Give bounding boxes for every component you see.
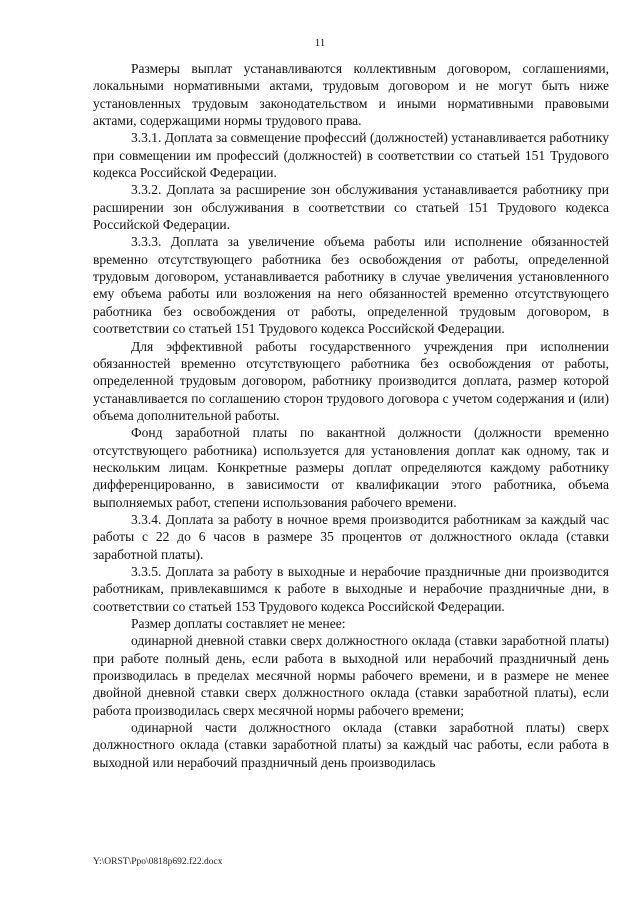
paragraph-surcharge-size: Размер доплаты составляет не менее:	[131, 616, 346, 631]
paragraph-3-3-2: 3.3.2. Доплата за расширение зон обслуживания устанавливается работнику при расширении зон обслуживания в соответствии со статьей 151 Трудового кодекса Российской Федерации.	[93, 182, 609, 233]
file-path-footer: Y:\ORST\Ppo\0818p692.f22.docx	[93, 857, 223, 867]
paragraph-3-3-3: 3.3.3. Доплата за увеличение объема работы или исполнение обязанностей временно отсутствующего работника без освобождения от работы, определенной трудовым договором, устанавливается работнику в случае увеличения установленного ему объема работы или возложения на него обязанностей временно отсутствующего работника без освобождения от работы, определенной трудовым договором, в соответствии со статьей 151 Трудового кодекса Российской Федерации.	[93, 234, 609, 337]
paragraph-3-3-5: 3.3.5. Доплата за работу в выходные и нерабочие праздничные дни производится работникам, привлекавшимся к работе в выходные и нерабочие праздничные дни, в соответствии со статьей 153 Трудового кодекса Российской Федерации.	[93, 563, 609, 614]
paragraph-3-3-4: 3.3.4. Доплата за работу в ночное время производится работникам за каждый час работы с 22 до 6 часов в размере 35 процентов от должностного оклада (ставки заработной платы).	[93, 511, 609, 562]
paragraph-effective-work: Для эффективной работы государственного учреждения при исполнении обязанностей временно отсутствующего работника без освобождения от работы, определенной трудовым договором, работнику производится доплата, размер которой устанавливается по соглашению сторон трудового договора с учетом содержания и (или) объема дополнительной работы.	[93, 338, 609, 423]
paragraph-3-3-1: 3.3.1. Доплата за совмещение профессий (должностей) устанавливается работнику при совмещении им профессий (должностей) в соответствии со статьей 151 Трудового кодекса Российской Федерации.	[93, 130, 609, 181]
document-body	[93, 60, 609, 771]
paragraph-wage-fund: Фонд заработной платы по вакантной должности (должности временно отсутствующего работника) используется для установления доплат как одному, так и нескольким лицам. Конкретные размеры доплат определяются каждому работнику дифференцированно, в зависимости от квалификации этого работника, объема выполняемых работ, степени использования рабочего времени.	[93, 425, 609, 510]
paragraph-single-daily-rate: одинарной дневной ставки сверх должностного оклада (ставки заработной платы) при работе полный день, если работа в выходной или нерабочий праздничный день производилась в пределах месячной нормы рабочего времени, и в размере не менее двойной дневной ставки сверх должностного оклада (ставки заработной платы), если работа производилась сверх месячной нормы рабочего времени;	[93, 633, 609, 718]
paragraph-payment-sizes: Размеры выплат устанавливаются коллективным договором, соглашениями, локальными нормативными актами, трудовым договором и не могут быть ниже установленных трудовым законодательством и иными нормативными правовыми актами, содержащими нормы трудового права.	[93, 61, 609, 129]
page-number: 11	[314, 37, 326, 49]
paragraph-single-hourly-part: одинарной части должностного оклада (ставки заработной платы) сверх должностного оклада (ставки заработной платы) за каждый час работы, если работа в выходной или нерабочий праздничный день производилась	[93, 720, 609, 770]
